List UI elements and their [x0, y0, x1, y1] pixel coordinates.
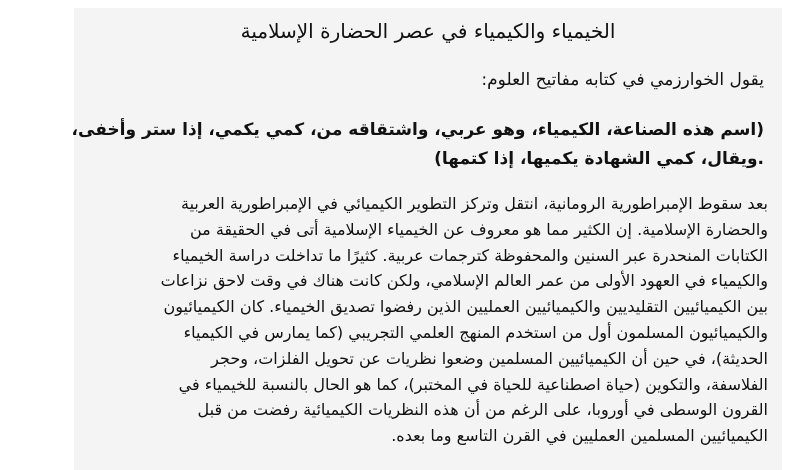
body-line: القرون الوسطى في أوروبا، على الرغم من أن هذه النظريات الكيميائية رفضت من قبل: [197, 400, 768, 420]
body-line: بين الكيميائيين التقليديين والكيميائيين العمليين الذين رفضوا تصديق الخيمياء. كان الكيميائيون: [163, 297, 768, 317]
body-line: والكيمياء في العهود الأولى من عمر العالم الإسلامي، ولكن كانت هناك في وقت لاحق نزاعات: [160, 271, 768, 291]
body-line: الفلاسفة، والتكوين (حياة اصطناعية للحياة في المختبر)، كما هو الحال بالنسبة للخيمياء في: [178, 374, 768, 394]
body-line: والحضارة الإسلامية. إن الكثير مما هو معروف عن الخيمياء الإسلامية أتى في الحقيقة من: [190, 219, 768, 239]
body-line: الكيميائيين المسلمين العمليين في القرن التاسع وما بعده.: [391, 426, 768, 446]
quote-block: [71, 116, 764, 174]
body-line: والكيميائيون المسلمون أول من استخدم المنهج العلمي التجريبي (كما يمارس في الكيمياء: [183, 322, 768, 342]
document-page: [71, 8, 782, 470]
body-line: الحديثة)، في حين أن الكيميائيين المسلمين وضعوا نظريات عن تحويل الفلزات، وحجر: [211, 348, 768, 368]
page-title: الخيمياء والكيمياء في عصر الحضارة الإسلامية: [240, 19, 616, 43]
quote-line: (اسم هذه الصناعة، الكيمياء، وهو عربي، واشتقاقه من، كمي يكمي، إذا ستر وأخفى،: [71, 120, 764, 140]
body-line: بعد سقوط الإمبراطورية الرومانية، انتقل وتركز التطوير الكيميائي في الإمبراطورية العربية: [181, 194, 768, 213]
intro-paragraph: يقول الخوارزمي في كتابه مفاتيح العلوم:: [481, 70, 764, 90]
quote-line: .ويقال، كمي الشهادة يكميها، إذا كتمها): [434, 149, 764, 169]
body-paragraph: [88, 191, 768, 449]
body-line: الكتابات المنحدرة عبر السنين والمحفوظة كترجمات عربية. كثيرًا ما تداخلت دراسة الخيمياء: [172, 245, 768, 265]
